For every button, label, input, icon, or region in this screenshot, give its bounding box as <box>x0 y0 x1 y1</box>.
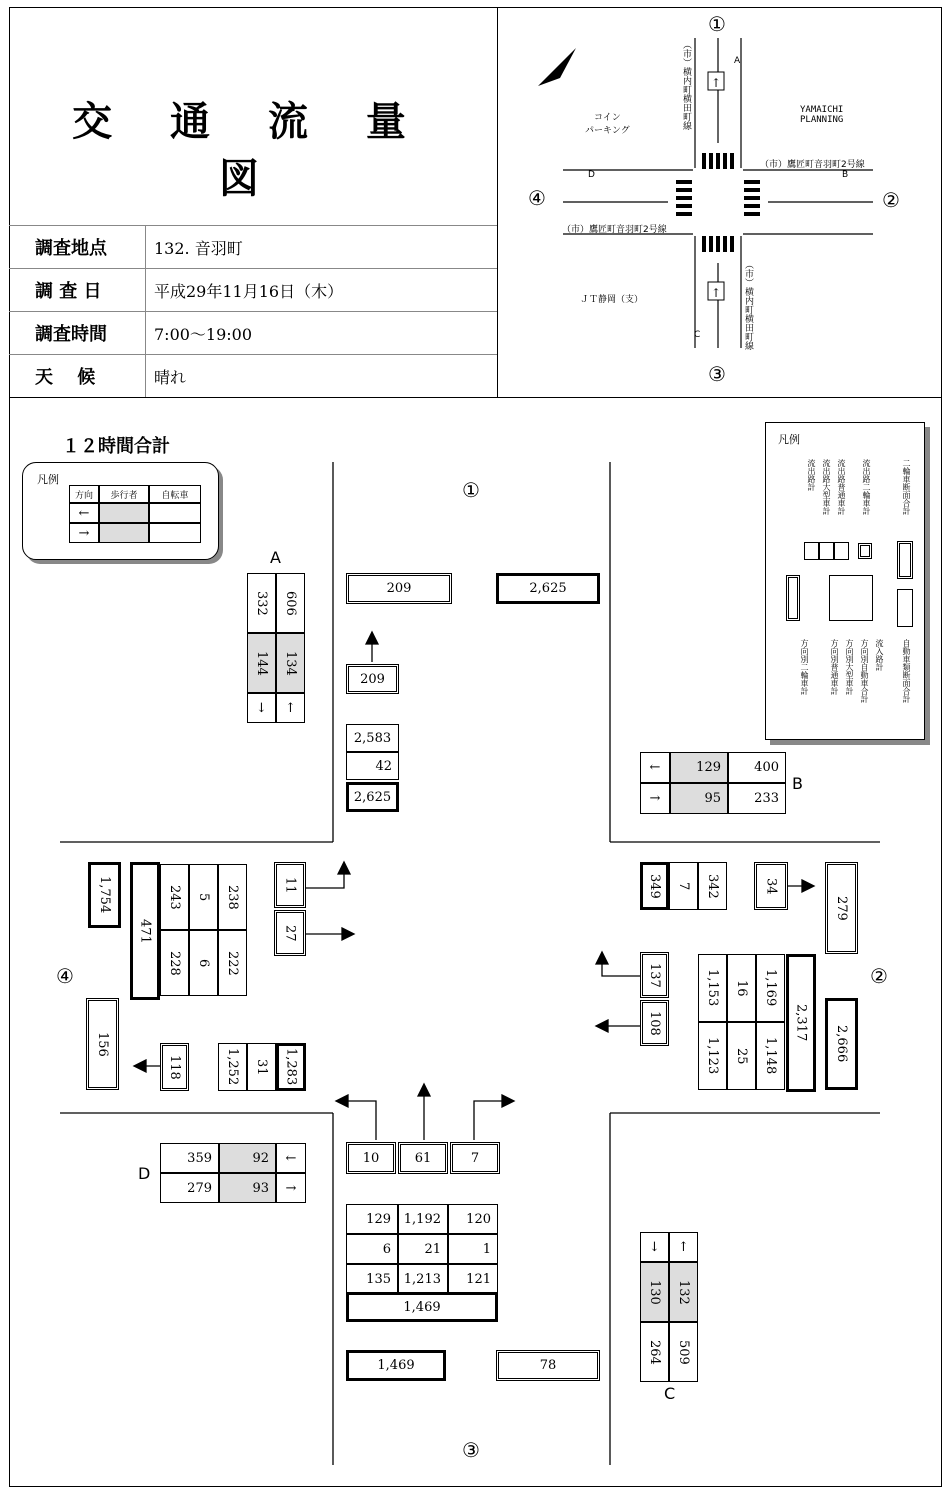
south-bike-left: 10 <box>346 1142 396 1174</box>
south-grid: 121 <box>448 1264 498 1294</box>
b-ped-left: 400 <box>728 752 786 783</box>
c-ped-down: 264 <box>640 1322 669 1382</box>
svg-text:↑: ↑ <box>710 76 722 90</box>
map-label-1: ① <box>708 12 726 36</box>
svg-text:↑: ↑ <box>710 286 722 300</box>
east-grid: 1,153 <box>698 954 727 1022</box>
b-ped-right: 233 <box>728 783 786 814</box>
b-arrow-left: ← <box>640 752 670 783</box>
c-arrow-down: ↓ <box>640 1232 669 1262</box>
d-arrow-left: ← <box>276 1143 306 1173</box>
south-section-total: 1,469 <box>346 1350 446 1381</box>
approach-label-2: ② <box>870 964 888 988</box>
map-road-ew-bottom: （市）鷹匠町音羽町2号線 <box>562 225 667 235</box>
info-label: 調査時間 <box>35 324 107 345</box>
map-road-ew-top: （市）鷹匠町音羽町2号線 <box>760 160 865 170</box>
legend-label: 自動車類断面合計 <box>902 639 911 703</box>
a-ped-up: 606 <box>276 573 305 633</box>
point-b-label: B <box>792 774 803 793</box>
west-bike-left: 118 <box>160 1043 189 1091</box>
legend-label: 流入路計 <box>875 639 884 671</box>
c-arrow-up: ↑ <box>669 1232 698 1262</box>
legend-col-pedestrian: 歩行者 <box>99 485 149 503</box>
north-bike-in: 209 <box>346 664 399 694</box>
legend-small <box>22 462 219 560</box>
legend-label: 流出路計 <box>807 459 816 491</box>
west-section-total: 1,754 <box>88 862 121 928</box>
east-grid: 25 <box>727 1022 756 1090</box>
a-bike-up: 134 <box>276 633 305 693</box>
east-bike-turn-right: 137 <box>640 952 669 998</box>
west-grid: 222 <box>218 930 247 996</box>
d-arrow-right: → <box>276 1173 306 1203</box>
info-label: 調 査 日 <box>35 281 102 302</box>
legend-cell <box>149 503 201 523</box>
b-bike-right: 95 <box>670 783 728 814</box>
east-out-total: 349 <box>640 862 669 910</box>
map-label-2: ② <box>882 188 900 212</box>
west-grid: 228 <box>160 930 189 996</box>
legend-sample <box>897 541 913 579</box>
map-coin-parking: コイン パーキング <box>585 113 630 136</box>
west-grid: 243 <box>160 864 189 930</box>
south-grid: 6 <box>346 1234 398 1264</box>
info-value: 平成29年11月16日（木） <box>145 269 497 311</box>
legend-col-direction: 方向 <box>69 485 99 503</box>
south-grid: 1,192 <box>398 1204 448 1234</box>
south-grid: 120 <box>448 1204 498 1234</box>
point-a-label: A <box>270 548 281 567</box>
east-grid: 1,169 <box>756 954 785 1022</box>
north-in-ordinary: 2,583 <box>346 724 399 752</box>
a-ped-down: 332 <box>247 573 276 633</box>
east-bike-straight: 108 <box>640 1000 669 1046</box>
south-grid: 135 <box>346 1264 398 1294</box>
north-in-large: 42 <box>346 752 399 780</box>
d-ped-right: 279 <box>160 1173 219 1203</box>
approach-label-1: ① <box>462 478 480 502</box>
legend-label: 二輪車断面合計 <box>902 459 911 515</box>
east-grid: 1,123 <box>698 1022 727 1090</box>
south-grid: 129 <box>346 1204 398 1234</box>
south-bike-straight: 61 <box>398 1142 448 1174</box>
info-label: 調査地点 <box>35 238 107 259</box>
north-section-total: 2,625 <box>496 573 600 604</box>
north-in-total: 2,625 <box>346 782 399 812</box>
legend-arrow-right: → <box>69 523 99 543</box>
map-point-c: C <box>694 330 701 340</box>
legend-cell <box>149 523 201 543</box>
east-grid: 16 <box>727 954 756 1022</box>
east-out-large: 7 <box>669 862 698 910</box>
east-grid: 1,148 <box>756 1022 785 1090</box>
point-c-label: C <box>664 1384 676 1403</box>
b-bike-left: 129 <box>670 752 728 783</box>
east-bike-section: 279 <box>825 862 858 954</box>
map-company: YAMAICHI PLANNING <box>800 105 844 125</box>
legend-label: 方向別普通車計 <box>830 639 839 695</box>
east-out-ordinary: 342 <box>698 862 727 910</box>
west-out-total: 471 <box>130 862 160 1000</box>
legend-label: 方向別二輪車計 <box>800 639 809 695</box>
west-bike-section: 156 <box>86 998 119 1090</box>
info-label: 天 候 <box>35 367 96 388</box>
legend-cell <box>99 523 149 543</box>
a-bike-down: 144 <box>247 633 276 693</box>
legend-label: 方向別大型車計 <box>845 639 854 695</box>
west-in-large: 31 <box>247 1043 276 1091</box>
b-arrow-right: → <box>640 783 670 814</box>
south-in-total: 1,469 <box>346 1292 498 1322</box>
legend-sample <box>804 542 819 560</box>
west-in-ordinary: 1,252 <box>218 1043 247 1091</box>
south-bike-right: 7 <box>450 1142 500 1174</box>
a-arrow-up: ↑ <box>276 693 305 723</box>
c-bike-up: 132 <box>669 1262 698 1322</box>
legend-label: 流出路普通車計 <box>837 459 846 515</box>
legend-sample <box>829 575 873 621</box>
south-grid: 1,213 <box>398 1264 448 1294</box>
legend-big-title: 凡例 <box>778 433 800 446</box>
west-in-total: 1,283 <box>276 1043 306 1091</box>
info-value: 晴れ <box>145 355 497 397</box>
south-grid: 21 <box>398 1234 448 1264</box>
legend-label: 流出路大型車計 <box>822 459 831 515</box>
legend-col-bicycle: 自転車 <box>149 485 201 503</box>
east-section-total: 2,666 <box>825 998 858 1090</box>
north-out-bike: 209 <box>346 573 452 604</box>
d-ped-left: 359 <box>160 1143 219 1173</box>
legend-small-title: 凡例 <box>37 473 59 486</box>
legend-big <box>765 422 925 740</box>
south-grid: 1 <box>448 1234 498 1264</box>
west-grid: 6 <box>189 930 218 996</box>
legend-label: 流出路二輪車計 <box>862 459 871 515</box>
east-in-total: 2,317 <box>786 954 816 1092</box>
c-ped-up: 509 <box>669 1322 698 1382</box>
approach-label-4: ④ <box>56 964 74 988</box>
legend-label: 方向別自動車合計 <box>860 639 869 703</box>
c-bike-down: 130 <box>640 1262 669 1322</box>
map-jt: ＪＴ静岡（支） <box>580 295 644 305</box>
d-bike-left: 92 <box>219 1143 276 1173</box>
legend-sample <box>858 543 872 559</box>
west-bike-straight: 27 <box>274 910 306 956</box>
south-bike-section: 78 <box>496 1350 600 1381</box>
map-label-4: ④ <box>528 186 546 210</box>
legend-sample <box>786 575 800 621</box>
west-grid: 5 <box>189 864 218 930</box>
point-d-label: D <box>138 1164 151 1183</box>
approach-label-3: ③ <box>462 1438 480 1462</box>
east-bike-right: 34 <box>754 862 788 910</box>
legend-sample <box>819 542 834 560</box>
d-bike-right: 93 <box>219 1173 276 1203</box>
map-road-ns: （市）横内町横田町線 <box>681 40 691 130</box>
legend-sample <box>897 589 913 627</box>
map-road-ns-south: （市）横内町横田町線 <box>743 260 753 350</box>
legend-sample <box>834 542 849 560</box>
a-arrow-down: ↓ <box>247 693 276 723</box>
diagram-subtitle: １２時間合計 <box>62 436 170 457</box>
legend-cell <box>99 503 149 523</box>
west-bike-turn-left: 11 <box>274 862 306 908</box>
map-point-b: B <box>842 170 849 180</box>
map-point-a: A <box>734 56 741 66</box>
info-value: 132. 音羽町 <box>145 226 497 268</box>
page-title: 交 通 流 量 図 <box>72 99 428 202</box>
legend-arrow-left: ← <box>69 503 99 523</box>
map-label-3: ③ <box>708 362 726 386</box>
info-value: 7:00〜19:00 <box>145 312 497 354</box>
west-grid: 238 <box>218 864 247 930</box>
map-point-d: D <box>588 170 595 180</box>
